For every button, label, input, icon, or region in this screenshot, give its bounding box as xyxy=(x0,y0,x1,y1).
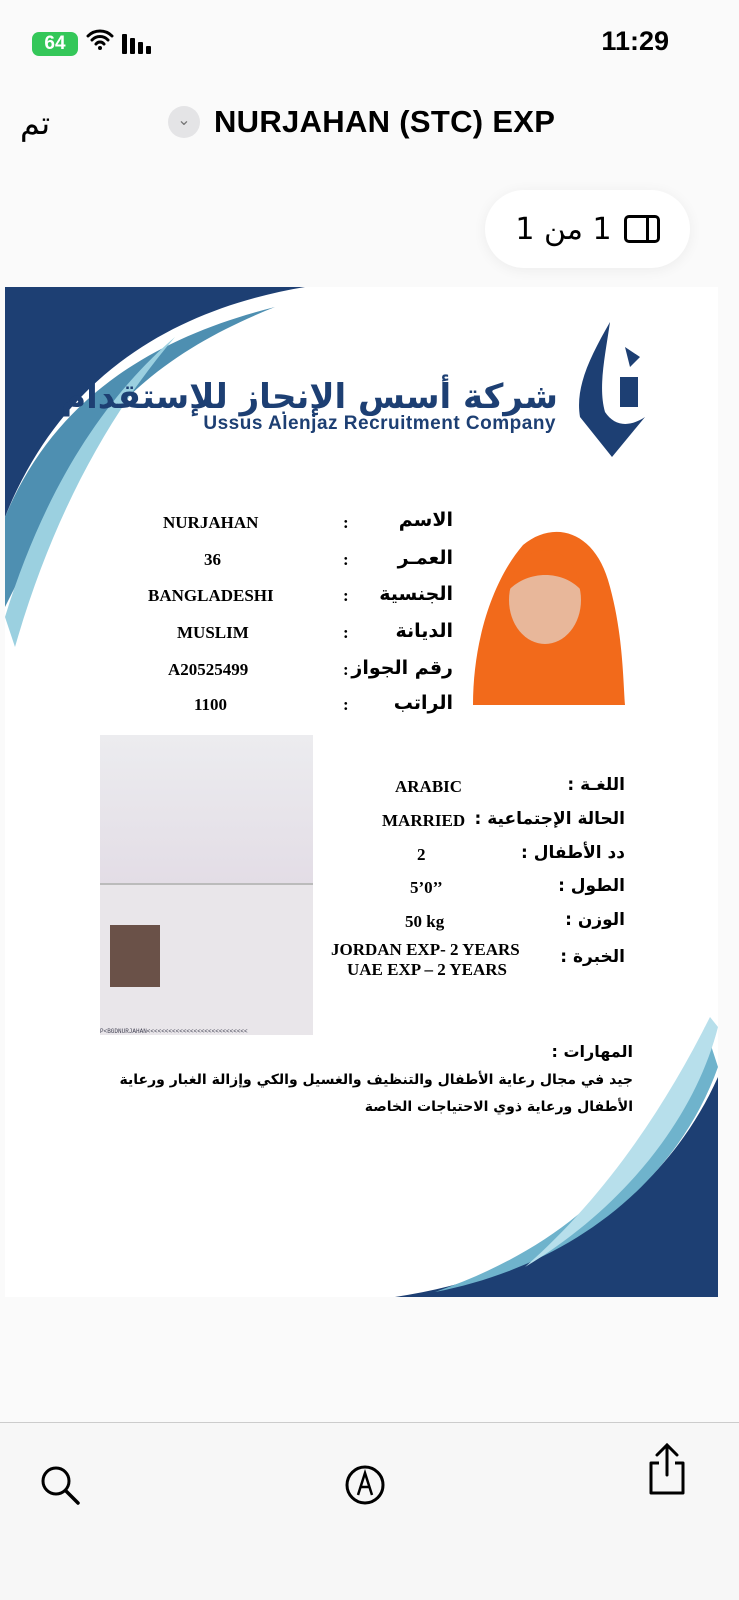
signal-icon xyxy=(122,34,151,54)
skills-label: المهارات : xyxy=(551,1042,633,1061)
skills-text: الأطفال ورعاية ذوي الاحتياجات الخاصة xyxy=(364,1099,633,1115)
field-value: NURJAHAN xyxy=(163,513,259,532)
page-count: 1 من 1 xyxy=(515,211,612,247)
share-icon[interactable] xyxy=(642,1441,692,1491)
detail-label: الحالة الإجتماعية : xyxy=(474,809,625,829)
detail-label: الخبرة : xyxy=(560,947,625,967)
field-label: الاسم xyxy=(398,509,453,531)
detail-value: ARABIC xyxy=(395,777,463,796)
detail-value: MARRIED xyxy=(382,811,466,830)
detail-label: دد الأطفال : xyxy=(521,843,625,863)
detail-value: 2 xyxy=(417,845,426,864)
search-icon[interactable] xyxy=(35,1463,85,1513)
page-indicator-button[interactable] xyxy=(485,190,690,268)
detail-label: الوزن : xyxy=(565,910,625,930)
company-name-arabic: شركة أسس الإنجاز للإستقدام xyxy=(61,377,558,417)
field-label: رقم الجواز xyxy=(351,657,453,679)
field-value: MUSLIM xyxy=(177,623,249,642)
battery-icon: 64 xyxy=(32,32,78,56)
markup-icon[interactable] xyxy=(340,1463,390,1513)
candidate-photo xyxy=(463,520,625,705)
detail-value: 5’0’’ xyxy=(410,878,443,897)
detail-value: 50 kg xyxy=(405,912,445,931)
passport-mrz: P<BGDNURJAHAN<<<<<<<<<<<<<<<<<<<<<<<<<<<< xyxy=(100,1028,248,1035)
field-value: A20525499 xyxy=(168,660,249,679)
sidebar-icon xyxy=(624,215,660,243)
done-button[interactable]: تم xyxy=(20,104,51,142)
document-title[interactable]: NURJAHAN (STC) EXP xyxy=(214,104,556,139)
company-name-english: Ussus Alenjaz Recruitment Company xyxy=(203,413,556,434)
detail-value: UAE EXP – 2 YEARS xyxy=(347,960,507,979)
document-page: شركة أسس الإنجاز للإستقدام Ussus Alenjaz Recruitment Company NURJAHAN 36 BANGLADESHI MUSLIM A20525499 1100 : : : : : : الاسم العمـر الجنسية الديانة رقم الجواز الراتب P<BGDNURJAHAN<<<<<<<<<<<<<<<<<<<<<<<<<<<< ARABIC MARRIED 2 5’0’’ 50 kg JORDAN EXP- 2 YEARS UAE EXP – 2 YEARS اللغـة : الحالة الإجتماعية : دد الأطفال : الطول : الوزن : الخبرة : المهارات : جيد في مجال رعاية الأطفال والتنظيف والغسيل والكي وإزالة الغبار ورعاية الأطفال ورعاية ذوي الاحتياجات الخاصة xyxy=(5,287,718,1297)
field-label: العمـر xyxy=(397,547,453,569)
status-time: 11:29 xyxy=(601,26,669,56)
bottom-toolbar xyxy=(0,1422,739,1600)
field-label: الديانة xyxy=(395,620,453,642)
field-label: الجنسية xyxy=(379,583,453,605)
detail-value: JORDAN EXP- 2 YEARS xyxy=(331,940,520,959)
passport-scan xyxy=(100,735,313,1035)
field-value: 1100 xyxy=(194,695,228,714)
field-value: 36 xyxy=(204,550,221,569)
chevron-down-icon[interactable]: ⌄ xyxy=(168,106,200,138)
wifi-icon xyxy=(86,28,114,57)
skills-text: جيد في مجال رعاية الأطفال والتنظيف والغسيل والكي وإزالة الغبار ورعاية xyxy=(119,1072,633,1088)
company-logo xyxy=(570,317,655,462)
detail-label: الطول : xyxy=(558,876,625,896)
detail-label: اللغـة : xyxy=(567,775,625,795)
field-value: BANGLADESHI xyxy=(148,586,274,605)
field-label: الراتب xyxy=(393,692,453,714)
